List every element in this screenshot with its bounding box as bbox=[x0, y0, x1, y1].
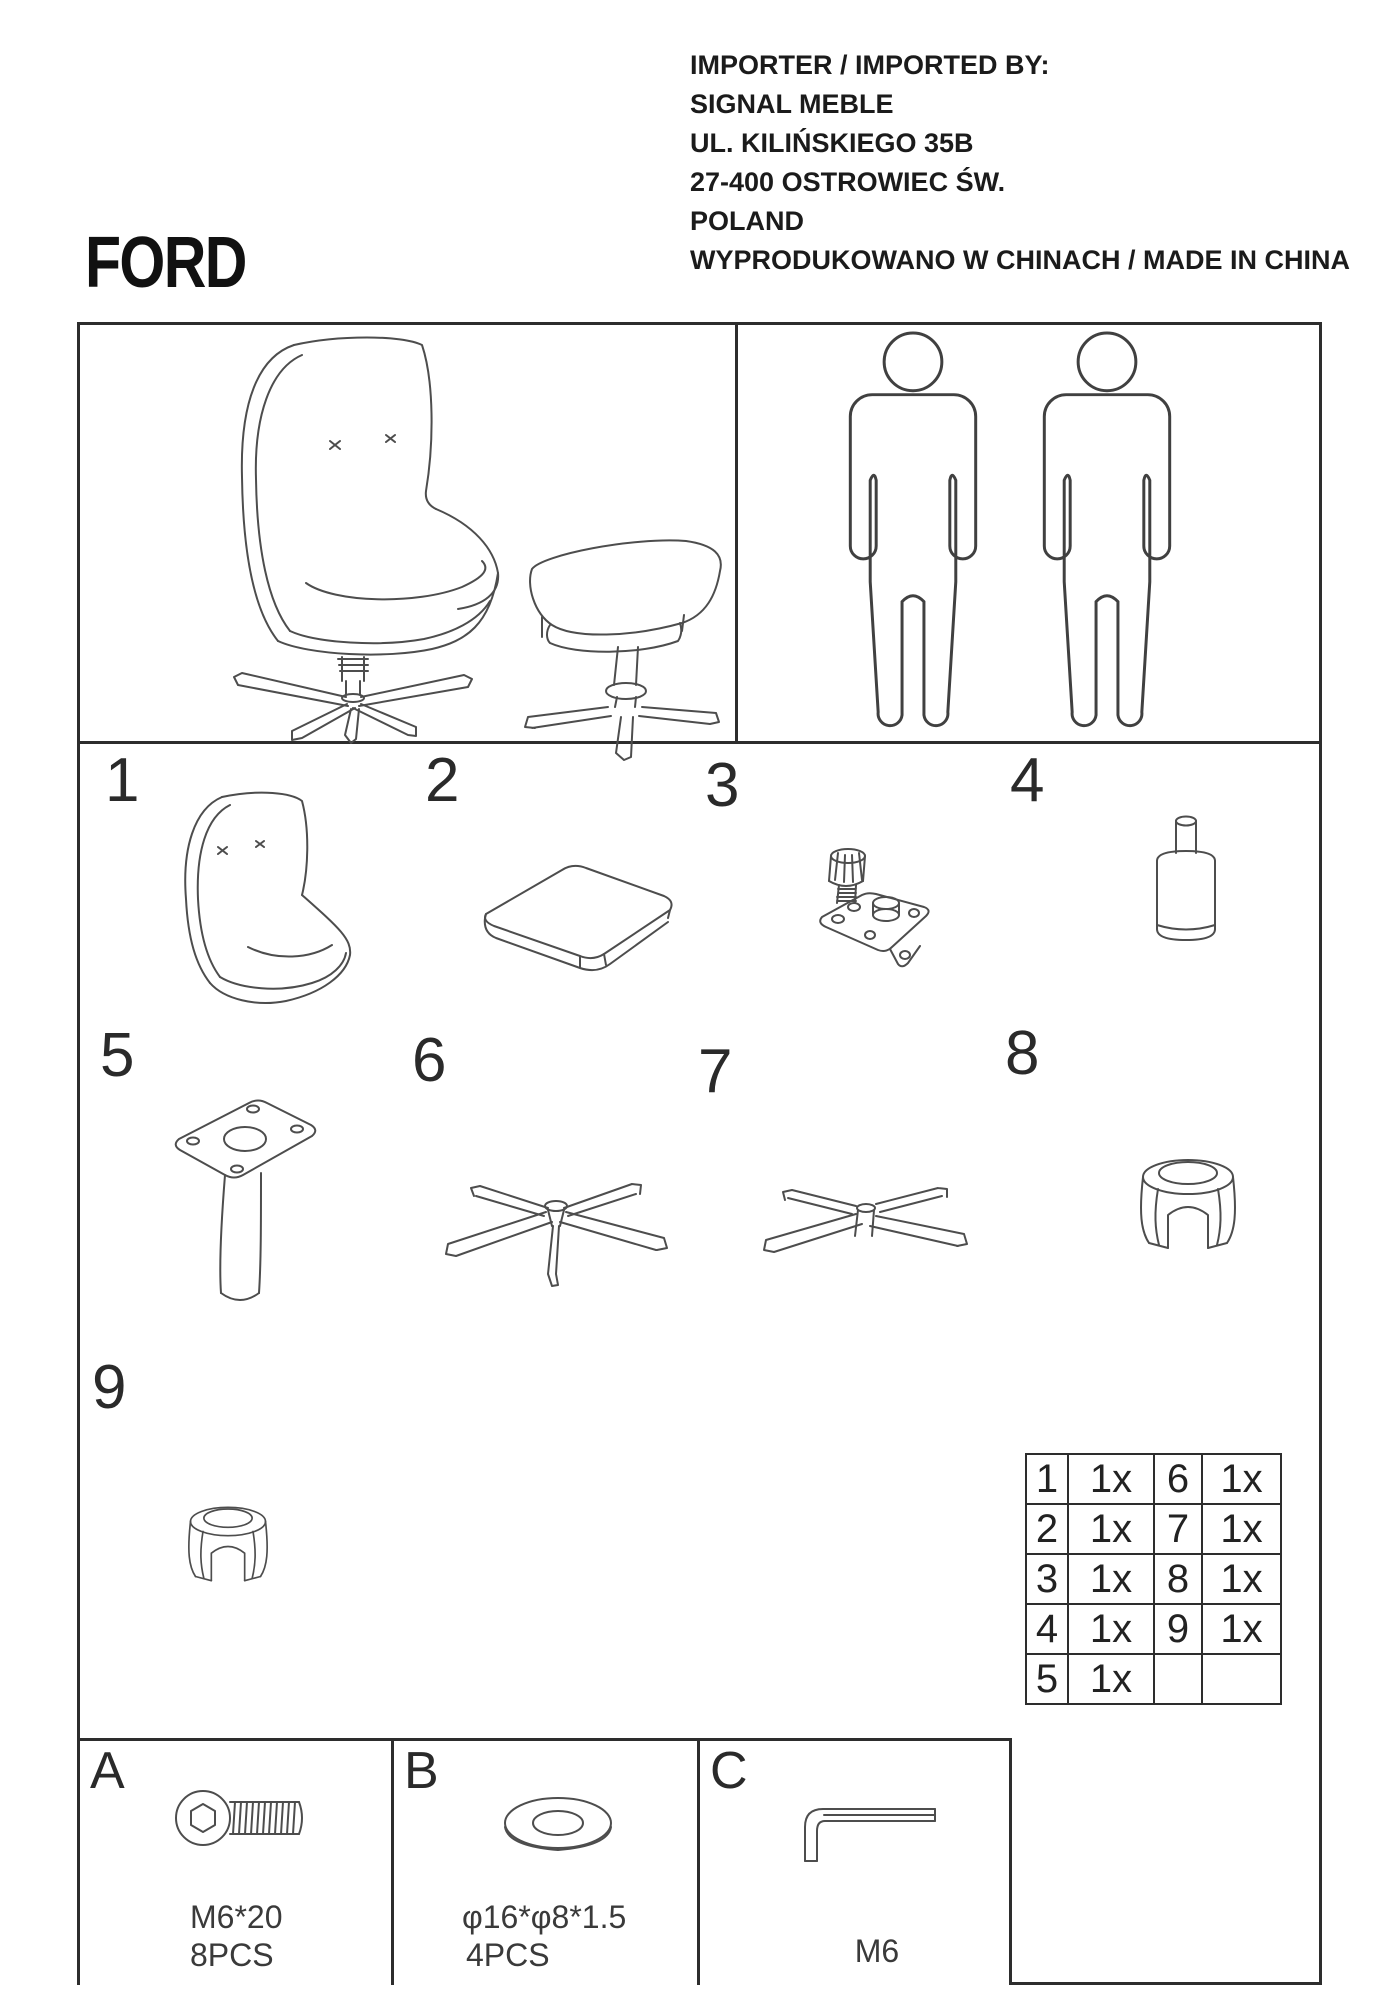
part-no-cell: 9 bbox=[1154, 1604, 1202, 1654]
part-drawing-mounting-plate bbox=[165, 1095, 325, 1315]
qty-cell: 1x bbox=[1068, 1554, 1154, 1604]
part-label-3: 3 bbox=[705, 751, 740, 820]
hardware-spec: M6 bbox=[854, 1933, 900, 1969]
part-no-cell: 6 bbox=[1154, 1454, 1202, 1504]
part-drawing-seat-cushion bbox=[470, 850, 688, 972]
part-no-cell: 7 bbox=[1154, 1504, 1202, 1554]
screw-icon bbox=[173, 1774, 311, 1862]
hardware-qty: 8PCS bbox=[190, 1937, 274, 1973]
qty-cell: 1x bbox=[1068, 1504, 1154, 1554]
part-drawing-gas-lift bbox=[1148, 813, 1226, 955]
part-drawing-cap-small bbox=[178, 1499, 278, 1594]
hardware-letter: A bbox=[90, 1742, 125, 1800]
table-row bbox=[1026, 1604, 1281, 1654]
qty-cell: 1x bbox=[1202, 1454, 1281, 1504]
person-pictogram bbox=[1031, 331, 1183, 739]
part-label-6: 6 bbox=[412, 1026, 447, 1095]
part-no-cell: 5 bbox=[1026, 1654, 1068, 1704]
hardware-spec: M6*20 bbox=[190, 1899, 283, 1935]
hardware-box-c bbox=[700, 1738, 1012, 1985]
part-label-2: 2 bbox=[425, 746, 460, 815]
person-pictogram bbox=[837, 331, 989, 739]
hardware-box-a bbox=[77, 1738, 394, 1985]
part-drawing-cap-large bbox=[1128, 1153, 1248, 1261]
assembled-chair-ottoman-drawing bbox=[80, 325, 735, 743]
hardware-qty: 4PCS bbox=[466, 1937, 550, 1973]
importer-block bbox=[690, 46, 1350, 280]
qty-cell: 1x bbox=[1068, 1654, 1154, 1704]
product-title: FORD bbox=[85, 223, 246, 303]
part-no-cell: 2 bbox=[1026, 1504, 1068, 1554]
qty-cell: 1x bbox=[1068, 1604, 1154, 1654]
part-no-cell: 8 bbox=[1154, 1554, 1202, 1604]
part-label-5: 5 bbox=[100, 1021, 135, 1090]
qty-cell: 1x bbox=[1202, 1604, 1281, 1654]
part-label-1: 1 bbox=[105, 746, 140, 815]
part-label-9: 9 bbox=[92, 1353, 127, 1422]
hardware-box-b bbox=[394, 1738, 700, 1985]
hardware-spec: φ16*φ8*1.5 bbox=[462, 1899, 627, 1935]
washer-icon bbox=[498, 1789, 618, 1867]
hardware-letter: C bbox=[710, 1742, 748, 1800]
part-label-8: 8 bbox=[1005, 1019, 1040, 1088]
importer-line: 27-400 OSTROWIEC ŚW. bbox=[690, 167, 1006, 197]
part-no-cell: 1 bbox=[1026, 1454, 1068, 1504]
part-drawing-five-star-base bbox=[428, 1170, 686, 1295]
table-row bbox=[1026, 1504, 1281, 1554]
top-box-divider bbox=[735, 325, 738, 743]
importer-line: WYPRODUKOWANO W CHINACH / MADE IN CHINA bbox=[690, 245, 1350, 275]
qty-cell: 1x bbox=[1202, 1504, 1281, 1554]
qty-cell: 1x bbox=[1068, 1454, 1154, 1504]
part-no-cell: 3 bbox=[1026, 1554, 1068, 1604]
part-drawing-four-star-base bbox=[752, 1180, 980, 1280]
part-drawing-tilt-mechanism bbox=[808, 843, 940, 968]
importer-line: UL. KILIŃSKIEGO 35B bbox=[690, 128, 974, 158]
table-row bbox=[1026, 1454, 1281, 1504]
part-no-cell: 4 bbox=[1026, 1604, 1068, 1654]
hardware-letter: B bbox=[404, 1742, 439, 1800]
quantity-table bbox=[1025, 1453, 1282, 1705]
qty-cell: 1x bbox=[1202, 1554, 1281, 1604]
part-label-7: 7 bbox=[698, 1037, 733, 1106]
table-row bbox=[1026, 1654, 1281, 1704]
importer-line: SIGNAL MEBLE bbox=[690, 89, 894, 119]
allen-key-icon bbox=[789, 1801, 941, 1869]
part-drawing-chair-shell bbox=[160, 787, 375, 1012]
part-no-cell bbox=[1154, 1654, 1202, 1704]
diagram-area bbox=[77, 322, 1322, 1985]
qty-cell bbox=[1202, 1654, 1281, 1704]
part-label-4: 4 bbox=[1010, 746, 1045, 815]
importer-line: IMPORTER / IMPORTED BY: bbox=[690, 50, 1050, 80]
importer-line: POLAND bbox=[690, 206, 804, 236]
table-row bbox=[1026, 1554, 1281, 1604]
